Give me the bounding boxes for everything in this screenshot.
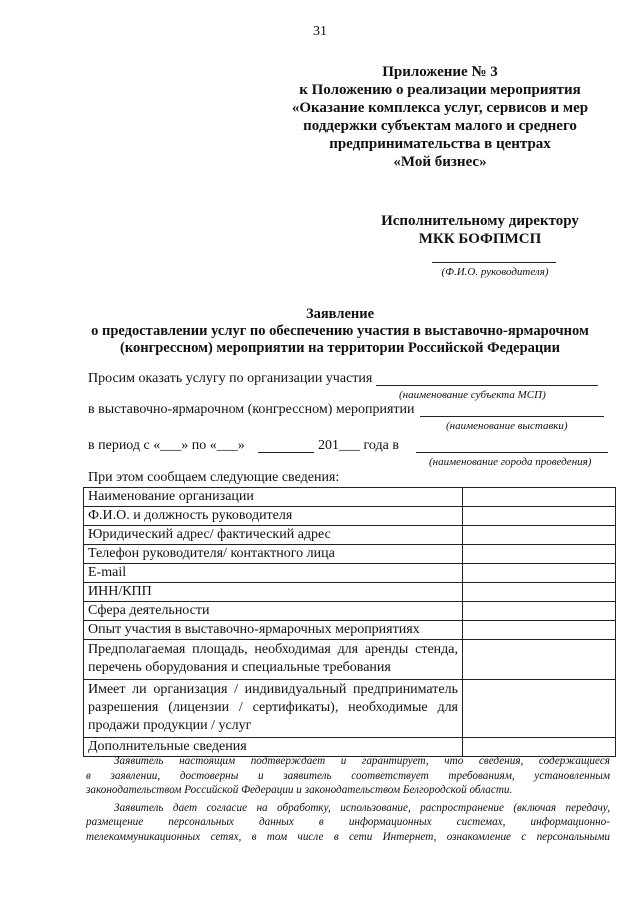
footer-line: Заявитель дает согласие на обработку, использование, распространение (включая передачу, — [114, 801, 610, 814]
table-row — [84, 488, 616, 507]
table-row — [84, 507, 616, 526]
footer-line: законодательством Российской Федерации и законодательством Белгородской области. — [86, 784, 513, 796]
title-line: о предоставлении услуг по обеспечению участия в выставочно-ярмарочном — [91, 323, 589, 339]
row-label: Сфера деятельности — [84, 602, 463, 621]
row-label: Опыт участия в выставочно-ярмарочных мероприятиях — [84, 621, 463, 640]
row-value-cell[interactable] — [463, 602, 616, 621]
city-caption: (наименование города проведения) — [429, 456, 592, 468]
form-line-event: в выставочно-ярмарочном (конгрессном) мероприятии — [88, 402, 415, 417]
appendix-line: предпринимательства в центрах — [329, 136, 551, 152]
appendix-line: «Мой бизнес» — [393, 154, 487, 170]
table-row — [84, 621, 616, 640]
footer-notes — [86, 754, 610, 844]
appendix-line: Приложение № 3 — [382, 64, 498, 80]
row-label: E-mail — [84, 564, 463, 583]
footer-line: Заявитель настоящим подтверждает и гарантирует, что сведения, содержащиеся — [114, 755, 610, 767]
row-value-cell[interactable] — [463, 545, 616, 564]
exhibition-name-field[interactable] — [420, 416, 604, 417]
row-value-cell[interactable] — [463, 680, 616, 738]
footer-line: размещение персональных данных в информационных системах, информационно- — [86, 816, 610, 828]
table-row — [84, 583, 616, 602]
appendix-line: к Положению о реализации мероприятия — [299, 82, 581, 98]
title-line: Заявление — [305, 306, 375, 322]
table-row — [84, 564, 616, 583]
row-value-cell[interactable] — [463, 583, 616, 602]
document-title — [70, 306, 610, 357]
subject-name-caption: (наименование субъекта МСП) — [399, 389, 546, 401]
appendix-line: поддержки субъектам малого и среднего — [303, 118, 577, 134]
row-label-line: продажи продукции / услуг — [88, 718, 252, 733]
row-label — [84, 680, 463, 738]
row-label-line: перечень оборудования и специальные требования — [88, 660, 391, 675]
row-label: Наименование организации — [84, 488, 463, 507]
table-row — [84, 680, 616, 738]
form-line-subject: Просим оказать услугу по организации участия — [88, 371, 373, 386]
row-value-cell[interactable] — [463, 507, 616, 526]
row-label: Дополнительные сведения — [84, 738, 463, 757]
addressee-org: МКК БОФПМСП — [418, 231, 542, 247]
addressee-title: Исполнительному директору — [381, 213, 579, 229]
row-value-cell[interactable] — [463, 621, 616, 640]
row-label: Телефон руководителя/ контактного лица — [84, 545, 463, 564]
row-value-cell[interactable] — [463, 640, 616, 680]
table-row — [84, 545, 616, 564]
city-field[interactable] — [416, 452, 608, 453]
appendix-header — [250, 63, 630, 171]
row-value-cell[interactable] — [463, 488, 616, 507]
row-label: Юридический адрес/ фактический адрес — [84, 526, 463, 545]
row-value-cell[interactable] — [463, 526, 616, 545]
exhibition-name-caption: (наименование выставки) — [446, 420, 568, 432]
page-number: 31 — [313, 24, 327, 39]
director-name-caption: (Ф.И.О. руководителя) — [441, 266, 549, 278]
row-label-line: Предполагаемая площадь, необходимая для аренды стенда, — [88, 642, 458, 657]
addressee-block — [330, 212, 630, 248]
form-intro: При этом сообщаем следующие сведения: — [88, 470, 340, 485]
title-line: (конгрессном) мероприятии на территории Российской Федерации — [120, 340, 560, 356]
row-label: Ф.И.О. и должность руководителя — [84, 507, 463, 526]
row-label-line: разрешения (лицензии / сертификаты), необходимые для — [88, 700, 458, 715]
month-field[interactable] — [258, 452, 314, 453]
form-line-period: в период с «___» по «___» — [88, 438, 245, 453]
form-line-year: 201___ года в — [318, 438, 399, 453]
director-name-line[interactable] — [432, 262, 556, 263]
row-label-line: Имеет ли организация / индивидуальный предприниматель — [88, 682, 458, 697]
row-label: ИНН/КПП — [84, 583, 463, 602]
appendix-line: «Оказание комплекса услуг, сервисов и мер — [291, 100, 589, 116]
subject-name-field[interactable] — [376, 385, 598, 386]
footer-line: телекоммуникационных сетях, в том числе в сети Интернет, ознакомление с персональными — [86, 830, 610, 843]
footer-line: в заявлении, достоверны и заявитель соответствует требованиям, установленным — [86, 769, 610, 782]
table-row — [84, 526, 616, 545]
row-label — [84, 640, 463, 680]
table-row — [84, 602, 616, 621]
row-value-cell[interactable] — [463, 564, 616, 583]
table-row — [84, 640, 616, 680]
info-table — [83, 487, 616, 757]
